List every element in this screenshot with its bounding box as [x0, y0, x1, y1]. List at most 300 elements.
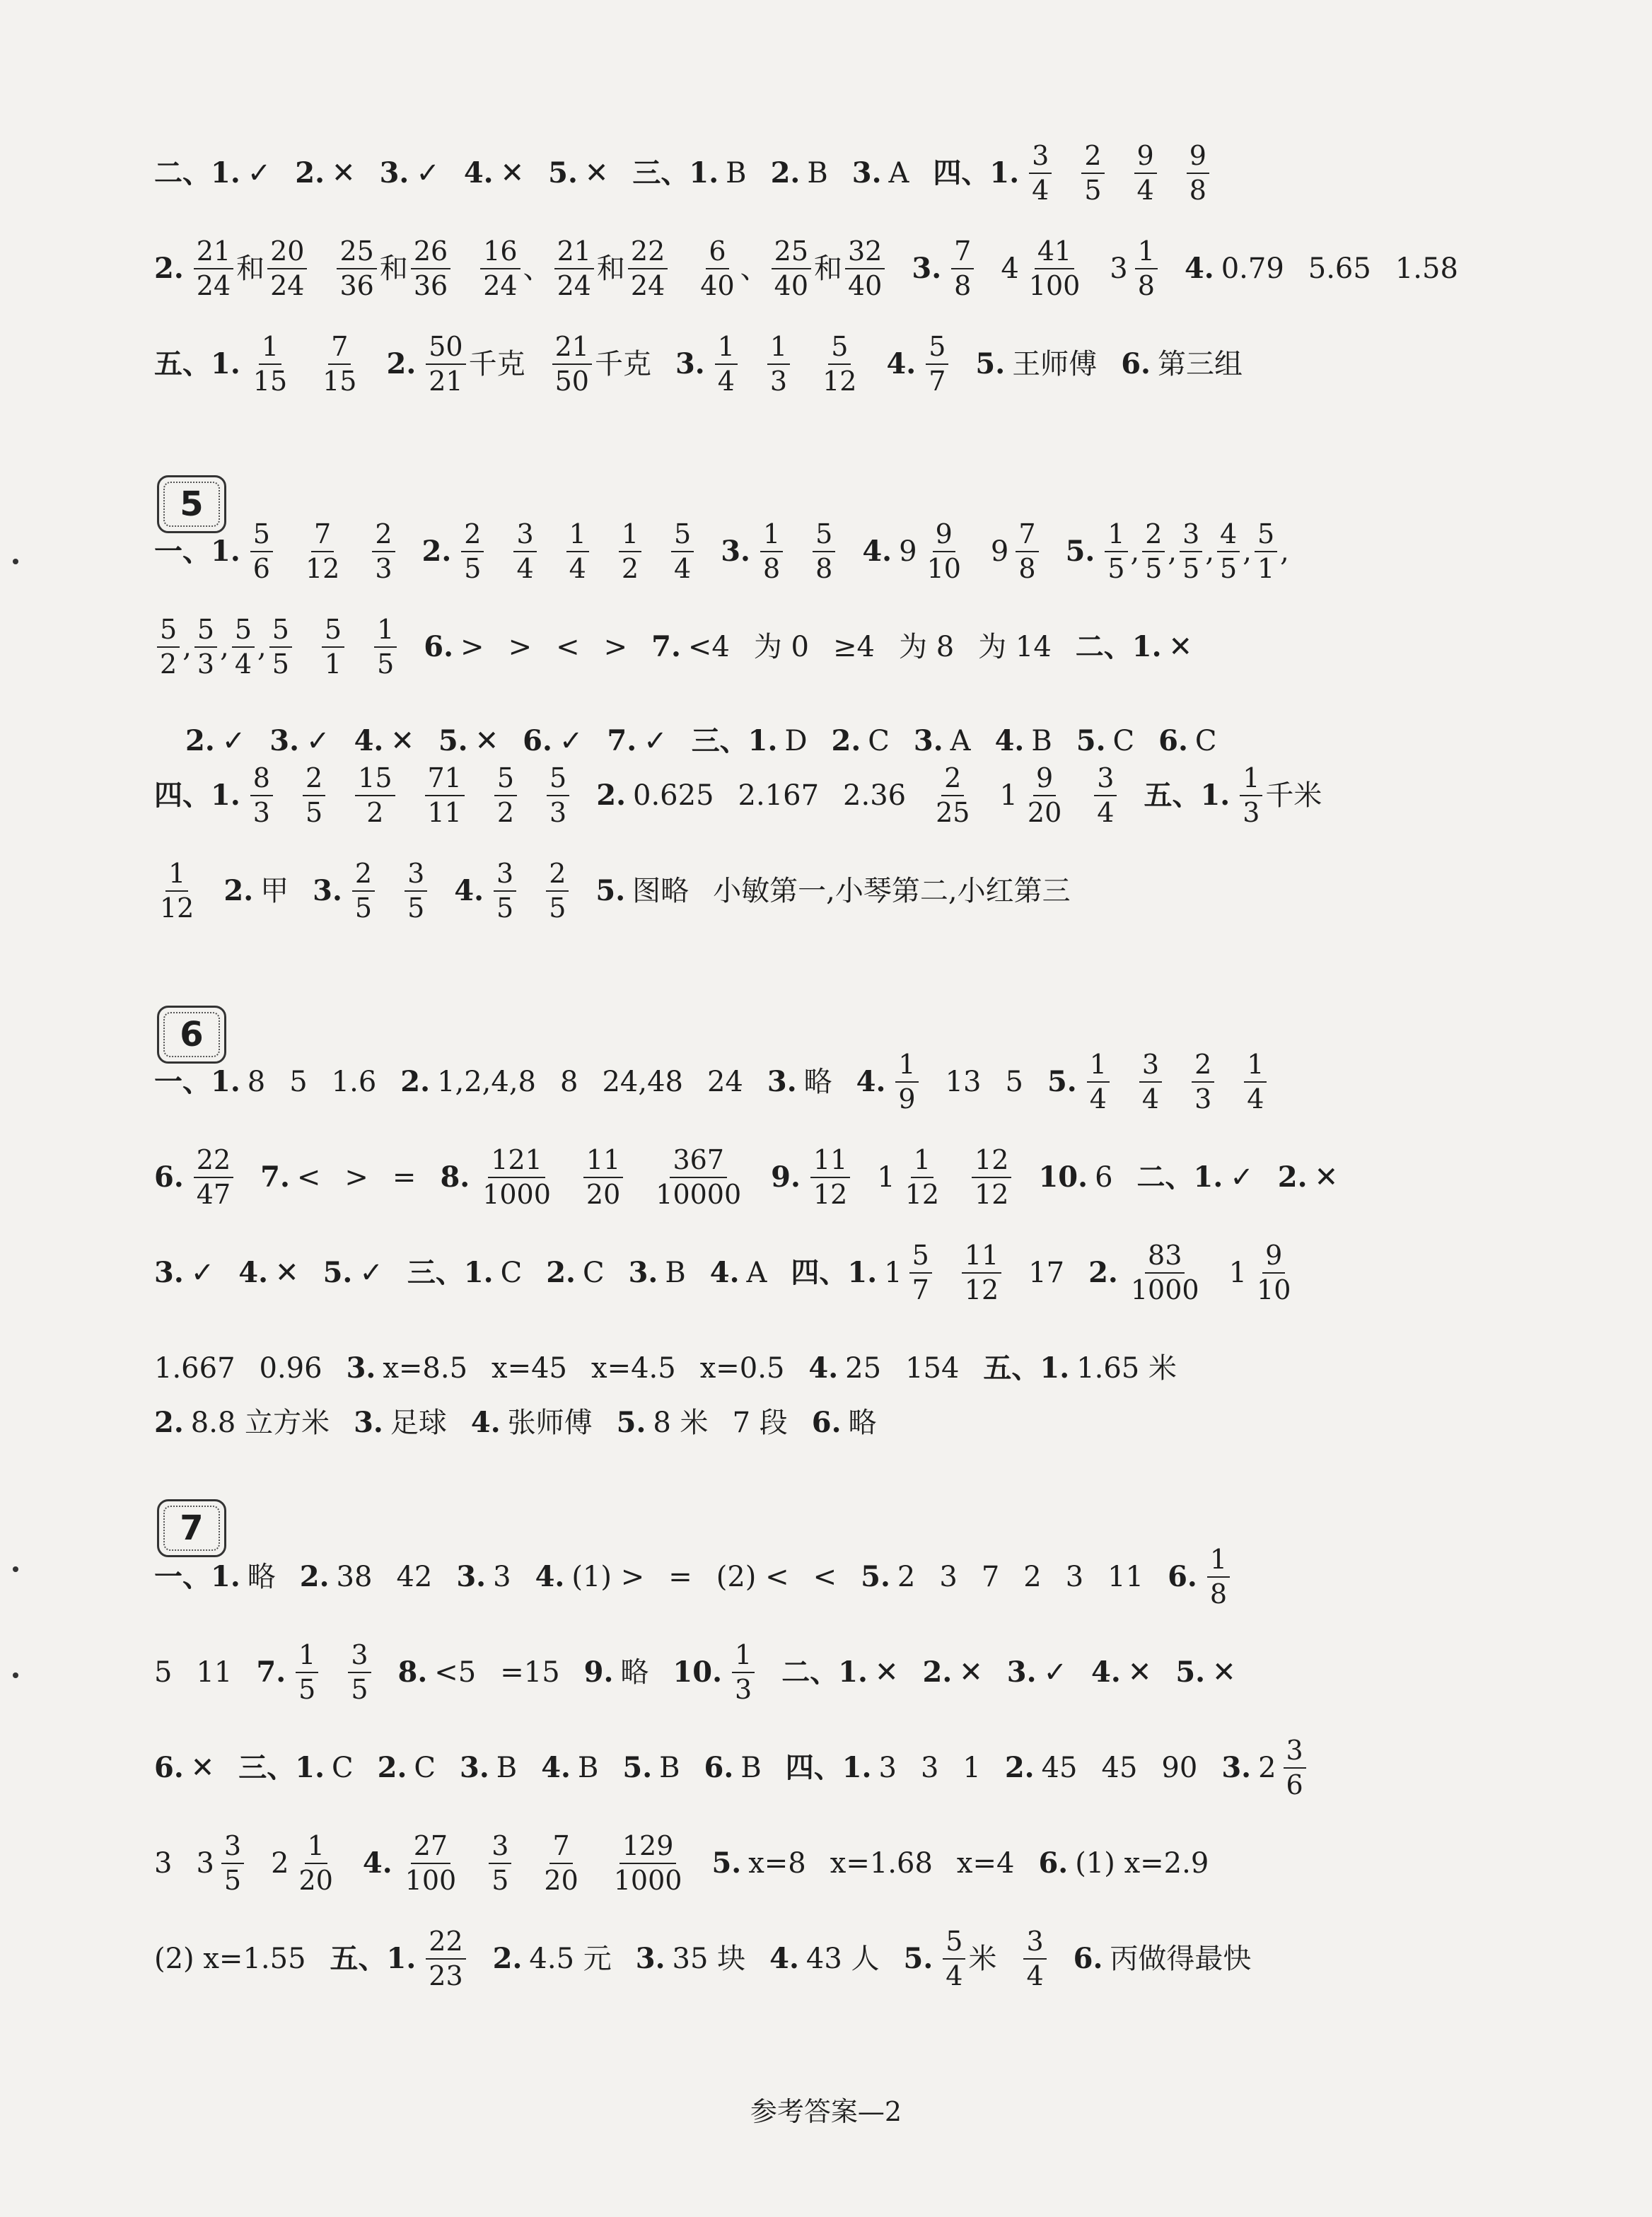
fraction-wrap — [349, 859, 378, 923]
fraction — [1192, 1049, 1214, 1114]
question-number: 3. — [354, 1406, 383, 1439]
fraction-wrap — [729, 1640, 757, 1704]
denominator: 40 — [848, 270, 883, 301]
denominator: 12 — [160, 892, 194, 924]
fraction — [348, 1640, 371, 1704]
answer-line — [154, 315, 1484, 414]
fraction-wrap — [1177, 519, 1205, 583]
fraction-wrap — [959, 1240, 1004, 1305]
numerator: 3 — [221, 1831, 244, 1864]
fraction-wrap — [712, 332, 740, 396]
answer-text: 略 — [247, 1561, 276, 1593]
answer-text: (1) > — [571, 1561, 645, 1593]
question-number: 4. — [994, 724, 1025, 757]
mixed-number — [999, 763, 1067, 827]
denominator: 5 — [351, 1674, 368, 1705]
fraction — [1187, 141, 1209, 205]
fraction — [972, 1145, 1011, 1209]
numerator: 5 — [671, 519, 694, 552]
fraction — [1094, 763, 1117, 827]
numerator: 1 — [1207, 1544, 1230, 1578]
fraction — [489, 1831, 511, 1895]
answer-text: B — [496, 1752, 518, 1784]
fraction — [554, 236, 594, 301]
question-number: 5. — [1065, 535, 1095, 568]
answer-text: B — [659, 1752, 680, 1784]
denominator: 8 — [1209, 1578, 1228, 1610]
denominator: 3 — [735, 1674, 752, 1705]
denominator: 2 — [160, 648, 178, 680]
answer-text: 35 块 — [672, 1943, 746, 1975]
numerator: 1 — [165, 859, 188, 892]
answer-text: 2.36 — [843, 779, 907, 812]
numerator: 1 — [619, 519, 641, 552]
numerator: 83 — [1145, 1240, 1185, 1274]
answer-text: 1.6 — [331, 1066, 377, 1098]
fraction — [962, 1240, 1001, 1305]
fraction-wrap — [192, 615, 220, 679]
denominator: 12 — [964, 1274, 999, 1305]
numerator: 21 — [552, 332, 592, 365]
fraction — [1026, 236, 1083, 301]
answer-text: ✓ — [221, 725, 246, 757]
answer-text: ✕ — [275, 1257, 299, 1289]
answer-text: , — [1130, 535, 1140, 568]
question-number: 3. — [912, 252, 942, 285]
answer-text: 和 — [379, 252, 408, 285]
numerator: 16 — [480, 236, 520, 269]
fraction-wrap — [300, 763, 328, 827]
question-number: 二、1. — [154, 156, 240, 190]
question-number: 二、1. — [1075, 630, 1162, 663]
answer-text: x=8.5 — [383, 1352, 468, 1385]
answer-text: 略 — [803, 1066, 832, 1098]
fraction — [541, 1831, 581, 1895]
whole-part: 3 — [196, 1847, 214, 1880]
denominator: 5 — [298, 1674, 316, 1705]
question-number: 4. — [238, 1256, 269, 1289]
whole-part: 2 — [1258, 1752, 1276, 1784]
denominator: 5 — [272, 648, 289, 680]
question-number: 四、1. — [785, 1751, 872, 1784]
denominator: 4 — [1032, 175, 1049, 206]
question-number: 4. — [808, 1351, 839, 1385]
fraction — [895, 1049, 918, 1114]
question-number: 3. — [1006, 1656, 1037, 1689]
answer-text: A — [746, 1257, 767, 1289]
denominator: 8 — [762, 553, 781, 584]
question-number: 2. — [154, 1406, 184, 1439]
denominator: 7 — [929, 366, 946, 397]
fraction — [322, 615, 344, 679]
numerator: 2 — [352, 859, 375, 892]
numerator: 5 — [250, 519, 273, 552]
fraction-wrap — [477, 1145, 557, 1209]
answer-text: = — [392, 1161, 417, 1194]
denominator: 1000 — [1130, 1274, 1199, 1305]
fraction — [411, 236, 450, 301]
question-number: 4. — [454, 874, 484, 907]
numerator: 50 — [426, 332, 465, 365]
denominator: 4 — [674, 553, 692, 584]
fraction — [425, 763, 465, 827]
question-number: 2. — [299, 1560, 330, 1593]
fraction — [760, 519, 783, 583]
fraction — [547, 763, 569, 827]
mixed-number — [884, 1240, 935, 1305]
answer-text: 8.8 立方米 — [190, 1407, 330, 1439]
denominator: 8 — [954, 270, 972, 301]
fraction — [1207, 1544, 1230, 1609]
answer-text: 和 — [814, 252, 842, 285]
question-number: 3. — [269, 724, 300, 757]
numerator: 25 — [772, 236, 811, 269]
answer-text: x=4.5 — [591, 1352, 676, 1385]
fraction — [232, 615, 255, 679]
fraction-wrap — [769, 236, 814, 301]
question-number: 4. — [463, 156, 494, 190]
fraction-wrap — [264, 236, 310, 301]
answer-text: 25 — [845, 1352, 882, 1385]
answer-text: 1,2,4,8 — [437, 1066, 537, 1098]
answer-text: 足球 — [390, 1407, 447, 1439]
answer-text: < — [813, 1561, 837, 1593]
answer-text: ✕ — [874, 1656, 899, 1689]
denominator: 4 — [234, 648, 252, 680]
fraction — [1135, 236, 1158, 301]
answer-text: 第三组 — [1157, 348, 1243, 380]
question-number: 10. — [673, 1656, 723, 1689]
numerator: 5 — [232, 615, 255, 648]
answer-text: 0.96 — [259, 1352, 322, 1385]
question-number: 2. — [185, 724, 215, 757]
fraction-wrap — [491, 763, 520, 827]
numerator: 1 — [374, 615, 397, 648]
fraction-wrap — [317, 332, 362, 396]
numerator: 3 — [489, 1831, 511, 1864]
fraction-wrap — [543, 859, 571, 923]
question-number: 二、1. — [1136, 1160, 1223, 1194]
answer-text: (1) x=2.9 — [1075, 1847, 1209, 1880]
numerator: 9 — [933, 519, 955, 552]
fraction-wrap — [191, 1145, 236, 1209]
question-number: 一、1. — [154, 1560, 240, 1593]
denominator: 12 — [975, 1179, 1009, 1210]
fraction — [1139, 1049, 1162, 1114]
answer-text: < — [556, 631, 580, 663]
answer-text: C — [1194, 725, 1217, 757]
question-number: 2. — [596, 779, 626, 812]
denominator: 36 — [339, 270, 374, 301]
numerator: 11 — [962, 1240, 1001, 1274]
fraction — [513, 519, 536, 583]
denominator: 5 — [377, 648, 395, 680]
numerator: 2 — [1081, 141, 1104, 174]
denominator: 24 — [270, 270, 305, 301]
fraction-wrap — [940, 1926, 968, 1991]
answer-text: ✕ — [1212, 1656, 1236, 1689]
fraction — [566, 519, 589, 583]
mixed-number — [196, 1831, 247, 1895]
numerator: 11 — [810, 1145, 850, 1178]
mixed-number — [877, 1145, 945, 1209]
answer-text: 6 — [1095, 1161, 1113, 1194]
question-number: 7. — [651, 630, 681, 663]
denominator: 3 — [1243, 797, 1260, 828]
answer-text: > — [508, 631, 533, 663]
denominator: 15 — [322, 366, 357, 397]
question-number: 5. — [1076, 724, 1106, 757]
answer-text: 5.65 — [1308, 252, 1371, 285]
fraction-wrap — [581, 1145, 626, 1209]
fraction — [296, 1831, 336, 1895]
answer-text: C — [582, 1257, 605, 1289]
section-badge: 5 — [157, 475, 226, 533]
fraction — [951, 236, 974, 301]
answer-text: 45 — [1101, 1752, 1138, 1784]
question-number: 一、1. — [154, 535, 240, 568]
denominator: 3 — [252, 797, 270, 828]
fraction — [250, 763, 273, 827]
answer-text: 8 — [247, 1066, 266, 1098]
numerator: 9 — [1187, 141, 1209, 174]
answer-line — [154, 1814, 1484, 1913]
fraction-wrap — [191, 236, 236, 301]
question-number: 2. — [154, 252, 184, 285]
question-number: 2. — [400, 1065, 431, 1098]
fraction — [402, 1831, 460, 1895]
fraction — [157, 859, 197, 923]
question-number: 五、1. — [1144, 779, 1231, 812]
whole-part: 9 — [990, 535, 1009, 568]
fraction-wrap — [345, 1640, 373, 1704]
answer-text: > — [603, 631, 628, 663]
answer-line — [154, 1395, 1484, 1451]
numerator: 7 — [549, 1831, 572, 1864]
question-number: 3. — [456, 1560, 487, 1593]
answer-text: < — [296, 1161, 321, 1194]
fraction — [494, 859, 516, 923]
answer-text: B — [577, 1752, 599, 1784]
answer-text: 1 — [962, 1752, 981, 1784]
fraction-wrap — [319, 615, 347, 679]
answer-text: x=0.5 — [699, 1352, 785, 1385]
question-number: 2. — [492, 1942, 523, 1975]
question-number: 三、1. — [407, 1256, 494, 1289]
fraction-wrap — [892, 1049, 921, 1114]
fraction — [924, 519, 964, 583]
numerator: 1 — [259, 332, 281, 365]
fraction-wrap — [625, 236, 670, 301]
question-number: 5. — [903, 1942, 933, 1975]
fraction — [296, 1640, 318, 1704]
answer-text: ✕ — [1314, 1161, 1339, 1194]
denominator: 4 — [717, 366, 735, 397]
fraction-wrap — [477, 236, 523, 301]
fraction-wrap — [423, 332, 468, 396]
question-number: 五、1. — [330, 1942, 417, 1975]
question-number: 6. — [704, 1751, 734, 1784]
numerator: 1 — [1240, 763, 1262, 796]
answer-text: ✕ — [584, 157, 609, 190]
answer-text: 为 14 — [978, 631, 1052, 663]
fraction — [221, 1831, 244, 1895]
numerator: 3 — [494, 859, 516, 892]
fraction-wrap — [650, 1145, 747, 1209]
answer-text: > — [460, 631, 484, 663]
section-badge: 6 — [157, 1006, 226, 1064]
fraction — [372, 519, 395, 583]
mixed-number — [1229, 1240, 1297, 1305]
question-number: 4. — [354, 724, 384, 757]
numerator: 1 — [895, 1049, 918, 1083]
fraction-wrap — [300, 519, 345, 583]
question-number: 2. — [546, 1256, 576, 1289]
numerator: 129 — [620, 1831, 677, 1864]
denominator: 12 — [813, 1179, 848, 1210]
question-number: 4. — [1091, 1656, 1121, 1689]
denominator: 4 — [1247, 1083, 1264, 1115]
fraction-wrap — [248, 519, 276, 583]
answer-text: 3 — [878, 1752, 897, 1784]
numerator: 3 — [1180, 519, 1202, 552]
answer-text: (2) x=1.55 — [154, 1943, 306, 1975]
question-number: 五、1. — [154, 347, 240, 380]
denominator: 5 — [549, 892, 566, 924]
fraction — [1016, 519, 1038, 583]
answer-text: <4 — [687, 631, 730, 663]
fraction — [820, 332, 859, 396]
fraction — [697, 236, 737, 301]
denominator: 20 — [298, 1865, 333, 1896]
denominator: 4 — [516, 553, 534, 584]
answer-line — [154, 746, 1484, 845]
numerator: 1 — [767, 332, 790, 365]
answer-text: ✓ — [247, 157, 272, 190]
answer-text: 7 — [981, 1561, 1000, 1593]
fraction-wrap — [267, 615, 295, 679]
numerator: 1 — [566, 519, 589, 552]
fraction — [337, 236, 376, 301]
fraction — [194, 615, 217, 679]
numerator: 26 — [411, 236, 450, 269]
question-number: 5. — [975, 347, 1006, 380]
question-number: 4. — [709, 1256, 740, 1289]
denominator: 10 — [1257, 1274, 1291, 1305]
answer-text: = — [668, 1561, 692, 1593]
question-number: 4. — [769, 1942, 799, 1975]
whole-part: 1 — [877, 1161, 895, 1194]
numerator: 21 — [554, 236, 594, 269]
fraction-wrap — [969, 1145, 1014, 1209]
question-number: 3. — [1221, 1751, 1252, 1784]
answer-text: 图略 — [632, 875, 690, 907]
answer-text: ✓ — [306, 725, 330, 757]
answer-text: 为 0 — [753, 631, 810, 663]
question-number: 2. — [295, 156, 325, 190]
denominator: 5 — [407, 892, 425, 924]
numerator: 9 — [1262, 1240, 1285, 1274]
numerator: 5 — [926, 332, 948, 365]
question-number: 3. — [379, 156, 409, 190]
answer-text: , — [1280, 535, 1289, 568]
numerator: 20 — [267, 236, 307, 269]
fraction — [461, 519, 484, 583]
fraction-wrap — [552, 236, 597, 301]
whole-part: 3 — [1110, 252, 1128, 285]
answer-text: C — [1112, 725, 1135, 757]
numerator: 1 — [1105, 519, 1127, 552]
denominator: 5 — [305, 797, 323, 828]
denominator: 8 — [815, 553, 833, 584]
fraction — [1128, 1240, 1202, 1305]
question-number: 4. — [535, 1560, 565, 1593]
numerator: 2 — [546, 859, 569, 892]
answer-text: 张师傅 — [507, 1407, 593, 1439]
denominator: 21 — [429, 366, 463, 397]
fraction — [1023, 1926, 1046, 1991]
fraction-wrap — [400, 1831, 463, 1895]
numerator: 1 — [1087, 1049, 1110, 1083]
answer-text: 、 — [740, 252, 769, 285]
numerator: 12 — [972, 1145, 1011, 1178]
answer-text: 2 — [1023, 1561, 1042, 1593]
question-number: 四、1. — [791, 1256, 878, 1289]
denominator: 5 — [1220, 553, 1238, 584]
denominator: 6 — [252, 553, 270, 584]
denominator: 5 — [354, 892, 373, 924]
question-number: 2. — [386, 347, 417, 380]
answer-text: B — [807, 157, 828, 190]
fraction-wrap — [544, 763, 572, 827]
numerator: 22 — [628, 236, 668, 269]
answer-text: ✓ — [559, 725, 583, 757]
numerator: 3 — [1023, 1926, 1046, 1960]
numerator: 25 — [337, 236, 376, 269]
denominator: 8 — [1137, 270, 1155, 301]
fraction — [1244, 1049, 1267, 1114]
fraction — [810, 1145, 850, 1209]
answer-text: x=1.68 — [830, 1847, 933, 1880]
answer-text: B — [665, 1257, 686, 1289]
fraction-wrap — [930, 763, 975, 827]
question-number: 3. — [628, 1256, 658, 1289]
numerator: 2 — [303, 763, 325, 796]
whole-part: 1 — [1228, 1257, 1247, 1289]
numerator: 22 — [426, 1926, 465, 1960]
section-badge: 7 — [157, 1499, 226, 1557]
numerator: 5 — [494, 763, 517, 796]
question-number: 四、1. — [154, 779, 240, 812]
numerator: 2 — [372, 519, 395, 552]
fraction — [926, 332, 948, 396]
fraction-wrap — [422, 763, 467, 827]
scan-speck — [13, 1566, 18, 1572]
question-number: 2. — [1088, 1256, 1118, 1289]
fraction-wrap — [369, 519, 397, 583]
fraction-wrap — [229, 615, 257, 679]
answer-text: 2.167 — [738, 779, 820, 812]
question-number: 2. — [223, 874, 254, 907]
denominator: 5 — [1145, 553, 1163, 584]
fraction — [1284, 1735, 1306, 1800]
fraction-wrap — [764, 332, 793, 396]
numerator: 5 — [828, 332, 851, 365]
numerator: 6 — [706, 236, 728, 269]
question-number: 3. — [767, 1065, 797, 1098]
answer-text: ✓ — [644, 725, 668, 757]
fraction-wrap — [248, 763, 276, 827]
